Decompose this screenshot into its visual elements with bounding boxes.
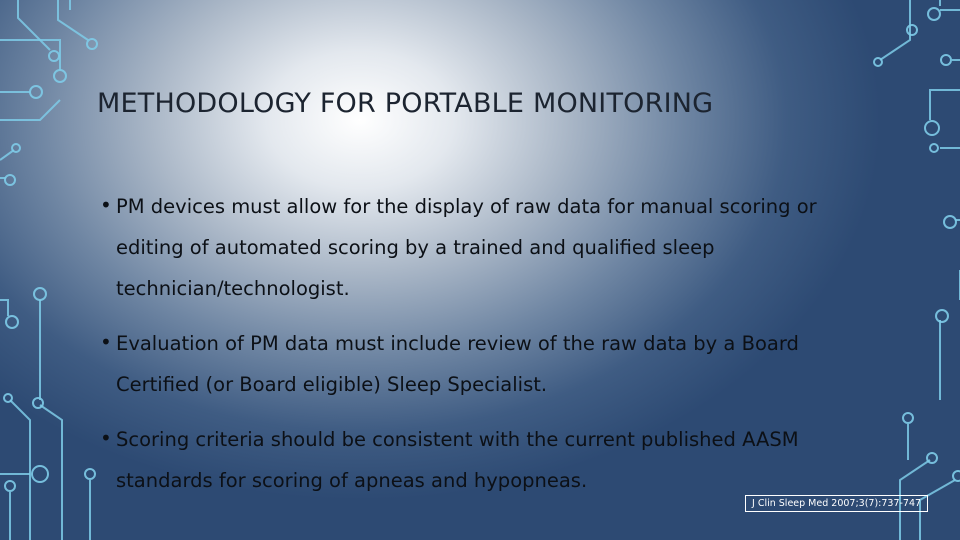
bullet-text: Evaluation of PM data must include review of the raw data by a Board Certified (or Board eligible) Sleep Specialist.: [116, 332, 799, 396]
slide-title: METHODOLOGY FOR PORTABLE MONITORING: [97, 88, 714, 119]
bullet-dot-icon: •: [100, 330, 112, 354]
bullet-dot-icon: •: [100, 426, 112, 450]
bullet-dot-icon: •: [100, 193, 112, 217]
bullet-text: Scoring criteria should be consistent with the current published AASM standards for scoring of apneas and hypopneas.: [116, 428, 799, 492]
citation-box: J Clin Sleep Med 2007;3(7):737-747: [745, 495, 928, 512]
bullet-item: [98, 419, 888, 501]
bullet-list: [98, 186, 888, 515]
bullet-item: [98, 323, 888, 405]
bullet-text: PM devices must allow for the display of raw data for manual scoring or editing of automated scoring by a trained and qualified sleep technician/technologist.: [116, 195, 817, 300]
circuit-left: [0, 0, 97, 540]
bullet-item: [98, 186, 888, 309]
